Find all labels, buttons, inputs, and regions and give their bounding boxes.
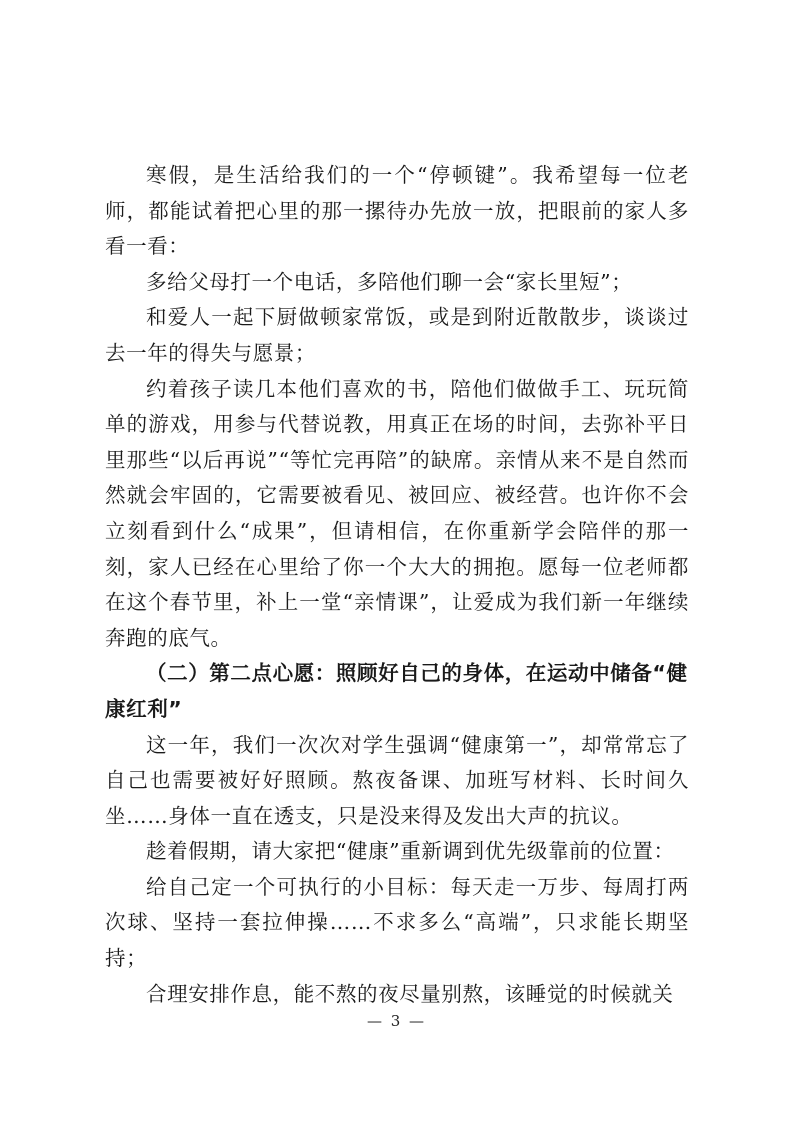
- paragraph: 趁着假期，请大家把“健康”重新调到优先级靠前的位置：: [146, 839, 675, 864]
- paragraph: 约着孩子读几本他们喜欢的书，陪他们做做手工、玩玩简单的游戏，用参与代替说教，用真正在场的时间，去弥补平日里那些“以后再说”“等忙完再陪”的缺席。亲情从来不是自然而然就会牢固的，它需要被看见、被回应、被经营。也许你不会立刻看到什么“成果”，但请相信，在你重新学会陪伴的那一刻，家人已经在心里给了你一个大大的拥抱。愿每一位老师都在这个春节里，补上一堂“亲情课”，让爱成为我们新一年继续奔跑的底气。: [105, 376, 689, 650]
- document-body: [105, 158, 689, 1012]
- paragraph: 合理安排作息，能不熬的夜尽量别熬，该睡觉的时候就关: [146, 981, 674, 1006]
- paragraph: 多给父母打一个电话，多陪他们聊一会“家长里短”；: [146, 269, 633, 294]
- paragraph: 和爱人一起下厨做顿家常饭，或是到附近散散步，谈谈过去一年的得失与愿景；: [105, 305, 689, 365]
- paragraph: 给自己定一个可执行的小目标：每天走一万步、每周打两次球、坚持一套拉伸操……不求多么“高端”，只求能长期坚持；: [105, 874, 689, 971]
- paragraph: 这一年，我们一次次对学生强调“健康第一”，却常常忘了自己也需要被好好照顾。熬夜备课、加班写材料、长时间久坐……身体一直在透支，只是没来得及发出大声的抗议。: [105, 732, 689, 828]
- page-number: — 3 —: [366, 1012, 427, 1030]
- section-heading: （二）第二点心愿：照顾好自己的身体，在运动中储备“健康红利”: [105, 661, 688, 721]
- paragraph: 寒假，是生活给我们的一个“停顿键”。我希望每一位老师，都能试着把心里的那一摞待办先放一放，把眼前的家人多看一看：: [105, 163, 689, 259]
